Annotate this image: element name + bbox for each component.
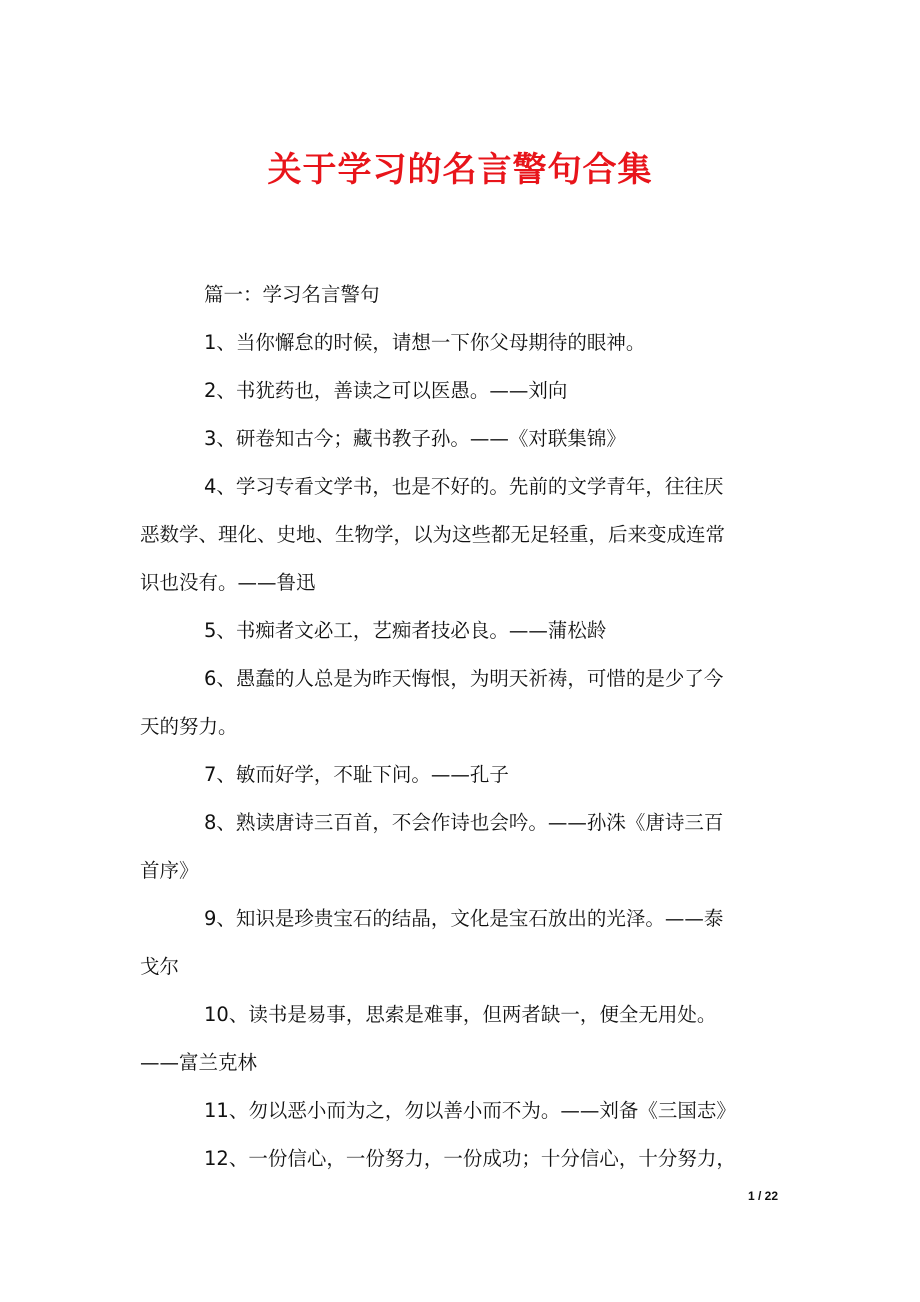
page-number: 1 / 22 xyxy=(748,1189,779,1203)
text-line: 天的努力。 xyxy=(140,715,238,738)
quote-paragraph xyxy=(140,607,800,655)
text-line: 3、研卷知古今；藏书教子孙。——《对联集锦》 xyxy=(204,427,626,450)
text-line: 12、一份信心，一份努力，一份成功；十分信心，十分努力， xyxy=(204,1147,736,1170)
text-line: 篇一：学习名言警句 xyxy=(204,283,380,306)
text-line: 8、熟读唐诗三百首，不会作诗也会吟。——孙洙《唐诗三百 xyxy=(204,811,724,834)
document-body xyxy=(140,271,800,1183)
document-title: 关于学习的名言警句合集 xyxy=(267,150,653,190)
text-line: 5、书痴者文必工，艺痴者技必良。——蒲松龄 xyxy=(204,619,607,642)
quote-paragraph xyxy=(140,415,800,463)
text-line: 识也没有。——鲁迅 xyxy=(140,571,316,594)
quote-paragraph xyxy=(140,1135,800,1183)
quote-paragraph xyxy=(140,463,800,607)
text-line: 2、书犹药也，善读之可以医愚。——刘向 xyxy=(204,379,568,402)
text-line: 9、知识是珍贵宝石的结晶，文化是宝石放出的光泽。——泰 xyxy=(204,907,724,930)
text-line: 首序》 xyxy=(140,859,199,882)
text-line: 6、愚蠢的人总是为昨天悔恨，为明天祈祷，可惜的是少了今 xyxy=(204,667,724,690)
quote-paragraph xyxy=(140,655,800,751)
text-line: 恶数学、理化、史地、生物学，以为这些都无足轻重，后来变成连常 xyxy=(140,523,726,546)
text-line: 7、敏而好学，不耻下问。——孔子 xyxy=(204,763,509,786)
text-line: 戈尔 xyxy=(140,955,180,978)
quote-paragraph xyxy=(140,367,800,415)
text-line: 10、读书是易事，思索是难事，但两者缺一，便全无用处。 xyxy=(204,1003,717,1026)
quote-paragraph xyxy=(140,991,800,1087)
text-line: 4、学习专看文学书，也是不好的。先前的文学青年，往往厌 xyxy=(204,475,724,498)
text-line: 11、勿以恶小而为之，勿以善小而不为。——刘备《三国志》 xyxy=(204,1099,736,1122)
quote-paragraph xyxy=(140,319,800,367)
quote-paragraph xyxy=(140,895,800,991)
text-line: ——富兰克林 xyxy=(140,1051,258,1074)
section-heading xyxy=(140,271,800,319)
quote-paragraph xyxy=(140,799,800,895)
text-line: 1、当你懈怠的时候，请想一下你父母期待的眼神。 xyxy=(204,331,646,354)
quote-paragraph xyxy=(140,1087,800,1135)
quote-paragraph xyxy=(140,751,800,799)
